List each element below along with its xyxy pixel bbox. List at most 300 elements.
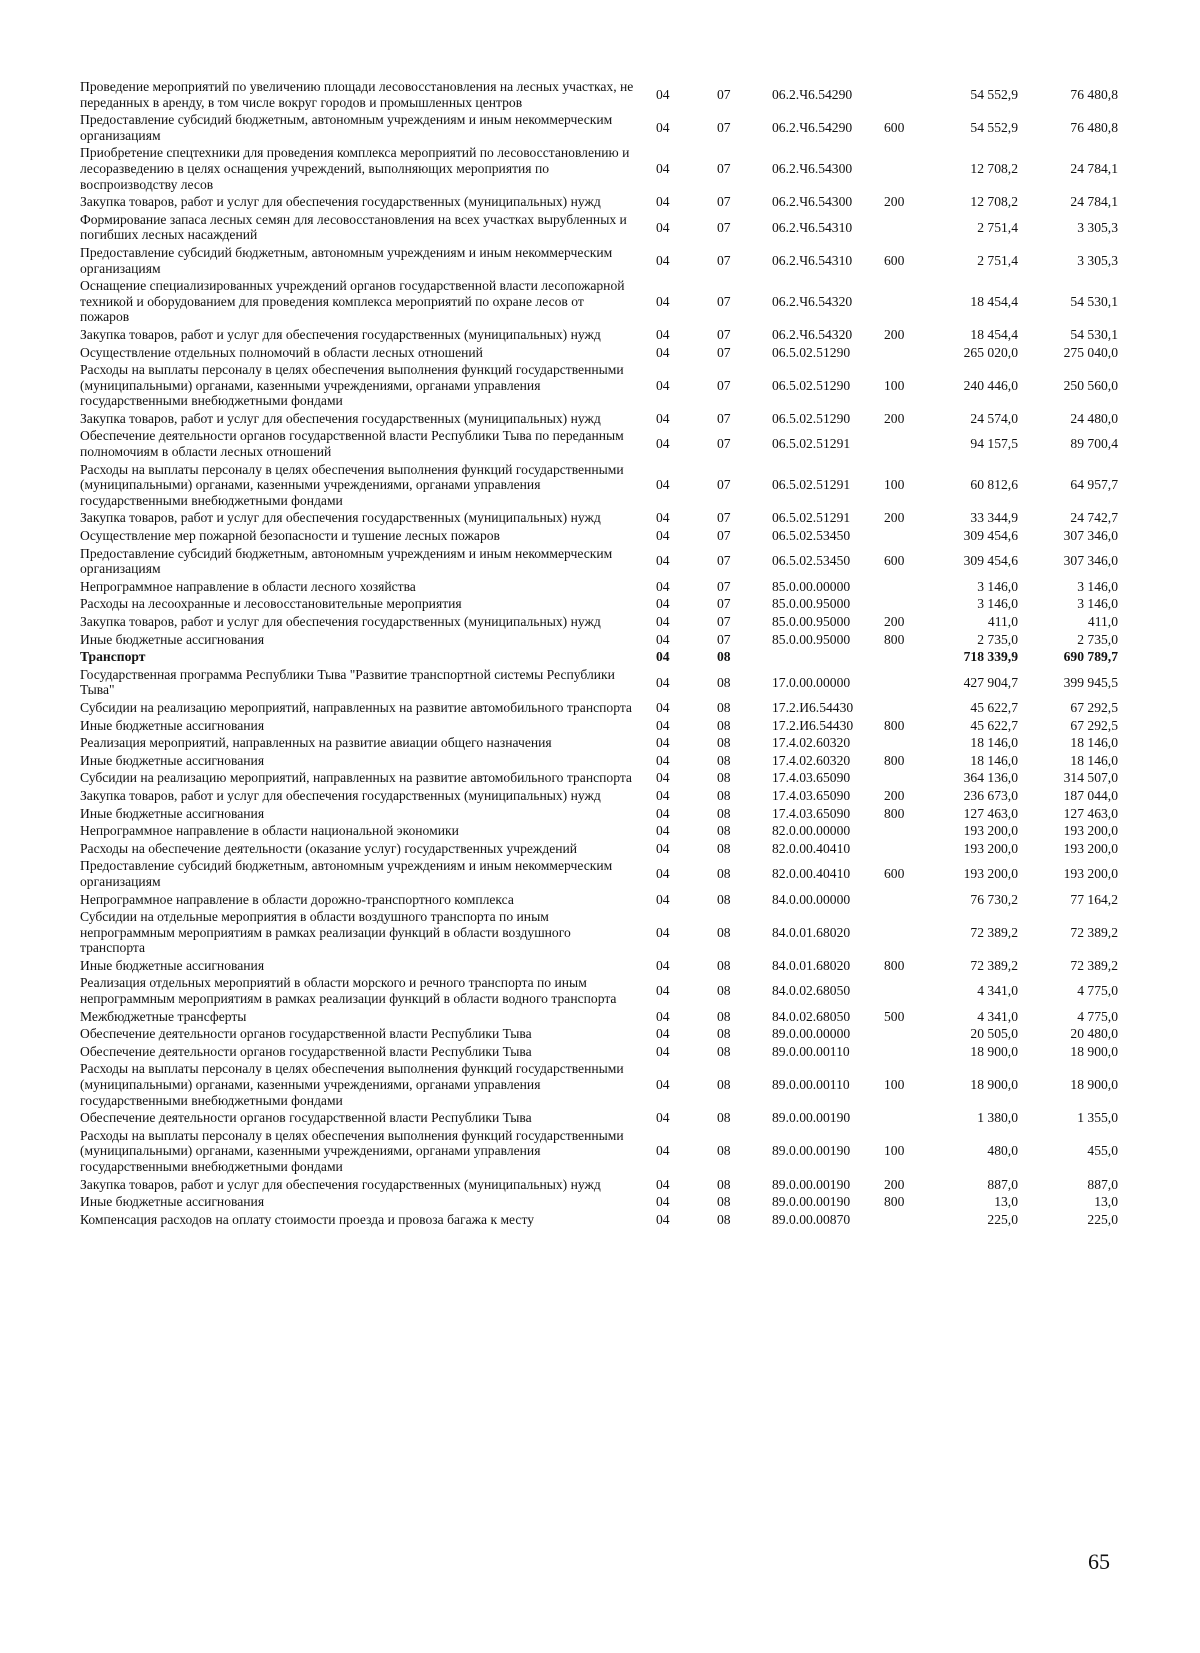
section-code: 04	[656, 1143, 670, 1159]
amount-year-2: 193 200,0	[1063, 866, 1118, 882]
section-code: 04	[656, 1043, 670, 1059]
amount-year-1: 193 200,0	[963, 866, 1018, 882]
target-article-code: 06.2.Ч6.54290	[772, 119, 853, 135]
subsection-code: 08	[717, 770, 731, 786]
target-article-code: 85.0.00.95000	[772, 596, 851, 612]
expense-type-code: 200	[884, 614, 905, 629]
table-row	[80, 144, 1120, 193]
subsection-code: 08	[717, 823, 731, 839]
row-name: Реализация отдельных мероприятий в области морского и речного транспорта по иным непрограммным мероприятиям в рамках реализации функций в области водного транспорта	[80, 975, 617, 1007]
amount-year-1: 127 463,0	[963, 805, 1018, 821]
section-code: 04	[656, 326, 670, 342]
row-name: Осуществление мер пожарной безопасности и тушение лесных пожаров	[80, 528, 500, 544]
table-row	[80, 648, 1120, 666]
expense-type-code: 500	[884, 1008, 905, 1024]
section-code: 04	[656, 674, 670, 690]
row-name: Субсидии на реализацию мероприятий, направленных на развитие автомобильного транспорта	[80, 699, 632, 715]
target-article-code: 89.0.00.00870	[772, 1211, 851, 1227]
section-code: 04	[656, 553, 670, 569]
row-name: Расходы на выплаты персоналу в целях обеспечения выполнения функций государственными (муниципальными) органами, казенными учреждениями, органами управления государственными внебюджетными фондами	[80, 362, 624, 409]
expense-type-code: 800	[884, 957, 905, 973]
amount-year-2: 76 480,8	[1070, 119, 1118, 135]
row-name: Государственная программа Республики Тыва "Развитие транспортной системы Республики Тыва"	[80, 666, 615, 698]
target-article-code: 06.2.Ч6.54300	[772, 194, 853, 210]
amount-year-2: 887,0	[1087, 1176, 1118, 1192]
amount-year-1: 1 380,0	[977, 1110, 1018, 1126]
target-article-code: 17.0.00.00000	[772, 674, 851, 690]
subsection-code: 08	[717, 1143, 731, 1159]
subsection-code: 08	[717, 1077, 731, 1093]
subsection-code: 08	[717, 1008, 731, 1024]
expense-type-code: 600	[884, 252, 905, 268]
amount-year-1: 265 020,0	[963, 344, 1018, 360]
table-row	[80, 427, 1120, 460]
table-row	[80, 769, 1120, 787]
amount-year-1: 887,0	[987, 1176, 1018, 1192]
expense-type-code: 800	[884, 805, 905, 821]
table-row	[80, 957, 1120, 975]
amount-year-1: 718 339,9	[963, 649, 1018, 665]
target-article-code: 06.2.Ч6.54320	[772, 293, 853, 309]
subsection-code: 08	[717, 674, 731, 690]
subsection-code: 07	[717, 344, 731, 360]
target-article-code: 84.0.01.68020	[772, 957, 851, 973]
subsection-code: 08	[717, 1211, 731, 1227]
section-code: 04	[656, 1211, 670, 1227]
target-article-code: 84.0.02.68050	[772, 1008, 851, 1024]
expense-type-code	[870, 840, 930, 858]
row-name: Закупка товаров, работ и услуг для обеспечения государственных (муниципальных) нужд	[80, 614, 601, 629]
subsection-code: 07	[717, 631, 731, 647]
row-name: Реализация мероприятий, направленных на развитие авиации общего назначения	[80, 735, 552, 751]
row-name: Предоставление субсидий бюджетным, автономным учреждениям и иным некоммерческим организациям	[80, 244, 613, 276]
table-row	[80, 891, 1120, 909]
subsection-code: 08	[717, 1110, 731, 1126]
subsection-code: 07	[717, 596, 731, 612]
amount-year-1: 45 622,7	[970, 717, 1018, 733]
row-name: Закупка товаров, работ и услуг для обеспечения государственных (муниципальных) нужд	[80, 787, 601, 803]
amount-year-2: 127 463,0	[1063, 805, 1118, 821]
section-code: 04	[656, 823, 670, 839]
amount-year-2: 193 200,0	[1063, 823, 1118, 839]
subsection-code: 07	[717, 219, 731, 235]
row-name: Расходы на лесоохранные и лесовосстановительные мероприятия	[80, 596, 462, 612]
table-row	[80, 613, 1120, 631]
amount-year-2: 76 480,8	[1070, 86, 1118, 102]
amount-year-2: 18 146,0	[1070, 735, 1118, 751]
amount-year-2: 2 735,0	[1077, 631, 1118, 647]
table-row	[80, 211, 1120, 244]
expense-type-code	[870, 1211, 930, 1229]
subsection-code: 07	[717, 377, 731, 393]
subsection-code: 07	[717, 252, 731, 268]
amount-year-2: 275 040,0	[1063, 344, 1118, 360]
row-name: Иные бюджетные ассигнования	[80, 805, 265, 821]
table-row	[80, 111, 1120, 144]
amount-year-2: 24 742,7	[1070, 510, 1118, 526]
amount-year-1: 18 454,4	[970, 326, 1018, 342]
amount-year-2: 3 305,3	[1077, 219, 1118, 235]
amount-year-2: 54 530,1	[1070, 326, 1118, 342]
amount-year-1: 12 708,2	[970, 160, 1018, 176]
amount-year-2: 250 560,0	[1063, 377, 1118, 393]
amount-year-2: 24 784,1	[1070, 160, 1118, 176]
table-row	[80, 1127, 1120, 1176]
subsection-code: 07	[717, 119, 731, 135]
table-row	[80, 527, 1120, 545]
target-article-code: 89.0.00.00190	[772, 1143, 851, 1159]
target-article-code: 89.0.00.00110	[772, 1077, 850, 1093]
expense-type-code	[870, 1109, 930, 1127]
subsection-code: 07	[717, 436, 731, 452]
target-article-code: 82.0.00.40410	[772, 866, 851, 882]
amount-year-1: 309 454,6	[963, 553, 1018, 569]
target-article-code: 17.2.И6.54430	[772, 699, 854, 715]
section-code: 04	[656, 119, 670, 135]
subsection-code: 07	[717, 614, 731, 629]
table-row	[80, 666, 1120, 699]
target-article-code: 06.5.02.51291	[772, 510, 851, 526]
expense-type-code	[870, 1025, 930, 1043]
section-code: 04	[656, 344, 670, 360]
row-name: Иные бюджетные ассигнования	[80, 752, 265, 768]
subsection-code: 07	[717, 528, 731, 544]
subsection-code: 08	[717, 649, 731, 665]
table-row	[80, 545, 1120, 578]
expense-type-code: 100	[884, 377, 905, 393]
section-code: 04	[656, 866, 670, 882]
expense-type-code: 100	[884, 477, 905, 493]
target-article-code: 89.0.00.00190	[772, 1110, 851, 1126]
amount-year-1: 94 157,5	[970, 436, 1018, 452]
table-row	[80, 410, 1120, 428]
section-code: 04	[656, 699, 670, 715]
section-code: 04	[656, 1077, 670, 1093]
subsection-code: 08	[717, 1026, 731, 1042]
amount-year-1: 18 146,0	[970, 735, 1018, 751]
amount-year-1: 3 146,0	[977, 578, 1018, 594]
target-article-code: 85.0.00.00000	[772, 578, 851, 594]
row-name: Непрограммное направление в области национальной экономики	[80, 823, 459, 839]
section-code: 04	[656, 752, 670, 768]
amount-year-2: 18 900,0	[1070, 1077, 1118, 1093]
section-code: 04	[656, 649, 670, 665]
expense-type-code	[870, 822, 930, 840]
table-row	[80, 974, 1120, 1007]
subsection-code: 08	[717, 866, 731, 882]
amount-year-1: 427 904,7	[963, 674, 1018, 690]
subsection-code: 07	[717, 410, 731, 426]
section-code: 04	[656, 477, 670, 493]
amount-year-1: 240 446,0	[963, 377, 1018, 393]
section-code: 04	[656, 377, 670, 393]
section-code: 04	[656, 219, 670, 235]
table-row	[80, 1211, 1120, 1229]
table-row	[80, 631, 1120, 649]
subsection-code: 07	[717, 194, 731, 210]
row-name: Обеспечение деятельности органов государственной власти Республики Тыва	[80, 1110, 532, 1126]
amount-year-2: 187 044,0	[1063, 787, 1118, 803]
expense-type-code	[870, 427, 930, 460]
row-name: Закупка товаров, работ и услуг для обеспечения государственных (муниципальных) нужд	[80, 194, 601, 210]
row-name: Закупка товаров, работ и услуг для обеспечения государственных (муниципальных) нужд	[80, 510, 601, 526]
target-article-code: 89.0.00.00000	[772, 1026, 851, 1042]
expense-type-code	[870, 595, 930, 613]
row-name: Иные бюджетные ассигнования	[80, 1194, 265, 1210]
row-name: Закупка товаров, работ и услуг для обеспечения государственных (муниципальных) нужд	[80, 326, 601, 342]
amount-year-1: 236 673,0	[963, 787, 1018, 803]
expense-type-code: 200	[884, 1176, 905, 1192]
amount-year-1: 13,0	[994, 1194, 1018, 1210]
amount-year-1: 20 505,0	[970, 1026, 1018, 1042]
amount-year-2: 64 957,7	[1070, 477, 1118, 493]
table-row	[80, 699, 1120, 717]
amount-year-2: 193 200,0	[1063, 840, 1118, 856]
amount-year-1: 72 389,2	[970, 957, 1018, 973]
expense-type-code: 200	[884, 510, 905, 526]
amount-year-2: 455,0	[1087, 1143, 1118, 1159]
expense-type-code	[870, 666, 930, 699]
amount-year-2: 411,0	[1087, 614, 1118, 629]
expense-type-code	[870, 78, 930, 111]
expense-type-code: 600	[884, 866, 905, 882]
section-code: 04	[656, 735, 670, 751]
subsection-code: 08	[717, 1176, 731, 1192]
subsection-code: 08	[717, 752, 731, 768]
row-name: Непрограммное направление в области дорожно-транспортного комплекса	[80, 891, 514, 907]
table-row	[80, 1109, 1120, 1127]
target-article-code: 06.5.02.51291	[772, 477, 851, 493]
table-row	[80, 244, 1120, 277]
section-code: 04	[656, 983, 670, 999]
amount-year-2: 399 945,5	[1063, 674, 1118, 690]
section-code: 04	[656, 770, 670, 786]
target-article-code: 06.2.Ч6.54310	[772, 219, 853, 235]
expense-type-code	[870, 144, 930, 193]
amount-year-1: 54 552,9	[970, 86, 1018, 102]
table-row	[80, 840, 1120, 858]
amount-year-2: 1 355,0	[1077, 1110, 1118, 1126]
expense-type-code	[870, 734, 930, 752]
expense-type-code	[870, 769, 930, 787]
section-code: 04	[656, 957, 670, 973]
row-name: Иные бюджетные ассигнования	[80, 957, 265, 973]
target-article-code: 82.0.00.00000	[772, 823, 851, 839]
target-article-code: 89.0.00.00190	[772, 1176, 851, 1192]
table-row	[80, 344, 1120, 362]
row-name: Субсидии на отдельные мероприятия в области воздушного транспорта по иным непрограммным мероприятиям в рамках реализации функций в области воздушного транспорта	[80, 909, 571, 956]
amount-year-1: 18 900,0	[970, 1077, 1018, 1093]
table-row	[80, 908, 1120, 957]
subsection-code: 08	[717, 957, 731, 973]
amount-year-1: 60 812,6	[970, 477, 1018, 493]
target-article-code: 17.4.02.60320	[772, 735, 851, 751]
amount-year-1: 24 574,0	[970, 410, 1018, 426]
expense-type-code	[870, 211, 930, 244]
section-code: 04	[656, 1176, 670, 1192]
amount-year-2: 67 292,5	[1070, 699, 1118, 715]
table-row	[80, 1176, 1120, 1194]
row-name: Осуществление отдельных полномочий в области лесных отношений	[80, 344, 483, 360]
row-name: Приобретение спецтехники для проведения комплекса мероприятий по лесовосстановлению и лесоразведению в целях оснащения учреждений, выполняющих мероприятия по воспроизводству лесов	[80, 145, 630, 192]
section-code: 04	[656, 410, 670, 426]
amount-year-1: 18 146,0	[970, 752, 1018, 768]
expense-type-code	[870, 891, 930, 909]
target-article-code: 84.0.02.68050	[772, 983, 851, 999]
subsection-code: 07	[717, 578, 731, 594]
row-name: Формирование запаса лесных семян для лесовосстановления на всех участках вырубленных и погибших лесных насаждений	[80, 211, 627, 243]
subsection-code: 08	[717, 924, 731, 940]
row-name: Предоставление субсидий бюджетным, автономным учреждениям и иным некоммерческим организациям	[80, 858, 613, 889]
row-name: Иные бюджетные ассигнования	[80, 717, 265, 733]
amount-year-1: 193 200,0	[963, 823, 1018, 839]
section-code: 04	[656, 1194, 670, 1210]
expense-type-code	[870, 344, 930, 362]
section-code: 04	[656, 510, 670, 526]
expense-type-code: 200	[884, 326, 905, 342]
row-name: Оснащение специализированных учреждений органов государственной власти лесопожарной техникой и оборудованием для проведения комплекса мероприятий по охране лесов от пожаров	[80, 278, 625, 325]
amount-year-2: 89 700,4	[1070, 436, 1118, 452]
amount-year-2: 13,0	[1094, 1194, 1118, 1210]
page-number: 65	[1088, 1549, 1110, 1574]
subsection-code: 08	[717, 699, 731, 715]
target-article-code: 17.4.03.65090	[772, 805, 851, 821]
table-row	[80, 734, 1120, 752]
amount-year-1: 76 730,2	[970, 891, 1018, 907]
table-row	[80, 595, 1120, 613]
subsection-code: 08	[717, 787, 731, 803]
amount-year-2: 18 146,0	[1070, 752, 1118, 768]
target-article-code: 06.5.02.53450	[772, 528, 851, 544]
row-name: Межбюджетные трансферты	[80, 1008, 247, 1024]
table-row	[80, 509, 1120, 527]
amount-year-1: 72 389,2	[970, 924, 1018, 940]
table-row	[80, 578, 1120, 596]
section-code: 04	[656, 1110, 670, 1126]
row-name: Иные бюджетные ассигнования	[80, 631, 265, 647]
target-article-code: 89.0.00.00110	[772, 1043, 850, 1059]
amount-year-1: 18 454,4	[970, 293, 1018, 309]
table-row	[80, 1060, 1120, 1109]
amount-year-1: 45 622,7	[970, 699, 1018, 715]
table-row	[80, 805, 1120, 823]
expense-type-code: 800	[884, 717, 905, 733]
table-row	[80, 193, 1120, 211]
table-body	[80, 78, 1120, 1228]
section-code: 04	[656, 787, 670, 803]
amount-year-2: 54 530,1	[1070, 293, 1118, 309]
amount-year-2: 24 784,1	[1070, 194, 1118, 210]
table-row	[80, 78, 1120, 111]
amount-year-1: 12 708,2	[970, 194, 1018, 210]
row-name: Обеспечение деятельности органов государственной власти Республики Тыва	[80, 1043, 532, 1059]
subsection-code: 08	[717, 983, 731, 999]
subsection-code: 08	[717, 891, 731, 907]
expense-type-code	[870, 648, 930, 666]
target-article-code: 85.0.00.95000	[772, 614, 851, 629]
expense-type-code: 600	[884, 119, 905, 135]
amount-year-1: 2 751,4	[977, 252, 1018, 268]
row-name: Компенсация расходов на оплату стоимости проезда и провоза багажа к месту	[80, 1211, 535, 1227]
target-article-code: 06.5.02.53450	[772, 553, 851, 569]
expense-type-code: 100	[884, 1077, 905, 1093]
expense-type-code	[870, 277, 930, 326]
target-article-code: 06.2.Ч6.54320	[772, 326, 853, 342]
section-code: 04	[656, 717, 670, 733]
amount-year-1: 364 136,0	[963, 770, 1018, 786]
amount-year-1: 309 454,6	[963, 528, 1018, 544]
table-row	[80, 857, 1120, 890]
table-row	[80, 822, 1120, 840]
target-article-code: 89.0.00.00190	[772, 1194, 851, 1210]
expense-type-code	[870, 578, 930, 596]
table-row	[80, 361, 1120, 410]
row-name: Закупка товаров, работ и услуг для обеспечения государственных (муниципальных) нужд	[80, 1176, 601, 1192]
expense-type-code	[870, 908, 930, 957]
subsection-code: 08	[717, 717, 731, 733]
subsection-code: 08	[717, 840, 731, 856]
row-name: Обеспечение деятельности органов государственной власти Республики Тыва по переданным полномочиям в области лесных отношений	[80, 428, 624, 460]
section-code: 04	[656, 631, 670, 647]
expense-type-code	[870, 974, 930, 1007]
subsection-code: 08	[717, 1043, 731, 1059]
amount-year-2: 4 775,0	[1077, 1008, 1118, 1024]
expense-type-code	[870, 527, 930, 545]
section-code: 04	[656, 194, 670, 210]
target-article-code: 17.4.02.60320	[772, 752, 851, 768]
target-article-code: 84.0.01.68020	[772, 924, 851, 940]
target-article-code: 17.2.И6.54430	[772, 717, 854, 733]
amount-year-1: 33 344,9	[970, 510, 1018, 526]
amount-year-2: 24 480,0	[1070, 410, 1118, 426]
target-article-code: 85.0.00.95000	[772, 631, 851, 647]
expense-type-code: 800	[884, 752, 905, 768]
amount-year-1: 4 341,0	[977, 1008, 1018, 1024]
table-row	[80, 277, 1120, 326]
subsection-code: 07	[717, 477, 731, 493]
target-article-code: 06.5.02.51290	[772, 344, 851, 360]
table-row	[80, 787, 1120, 805]
target-article-code: 06.5.02.51290	[772, 410, 851, 426]
row-name: Транспорт	[80, 649, 146, 665]
amount-year-2: 3 305,3	[1077, 252, 1118, 268]
section-code: 04	[656, 1026, 670, 1042]
table-row	[80, 1025, 1120, 1043]
amount-year-2: 77 164,2	[1070, 891, 1118, 907]
subsection-code: 08	[717, 805, 731, 821]
amount-year-1: 2 751,4	[977, 219, 1018, 235]
amount-year-2: 4 775,0	[1077, 983, 1118, 999]
table-row	[80, 752, 1120, 770]
amount-year-1: 18 900,0	[970, 1043, 1018, 1059]
expense-type-code: 600	[884, 553, 905, 569]
row-name: Расходы на выплаты персоналу в целях обеспечения выполнения функций государственными (муниципальными) органами, казенными учреждениями, органами управления государственными внебюджетными фондами	[80, 1127, 624, 1174]
section-code: 04	[656, 1008, 670, 1024]
amount-year-1: 3 146,0	[977, 596, 1018, 612]
section-code: 04	[656, 805, 670, 821]
amount-year-2: 67 292,5	[1070, 717, 1118, 733]
target-article-code: 06.2.Ч6.54310	[772, 252, 853, 268]
amount-year-2: 18 900,0	[1070, 1043, 1118, 1059]
amount-year-2: 307 346,0	[1063, 553, 1118, 569]
row-name: Расходы на обеспечение деятельности (оказание услуг) государственных учреждений	[80, 840, 578, 856]
row-name: Непрограммное направление в области лесного хозяйства	[80, 578, 416, 594]
subsection-code: 07	[717, 326, 731, 342]
row-name: Расходы на выплаты персоналу в целях обеспечения выполнения функций государственными (муниципальными) органами, казенными учреждениями, органами управления государственными внебюджетными фондами	[80, 1061, 624, 1108]
section-code: 04	[656, 840, 670, 856]
section-code: 04	[656, 924, 670, 940]
table-row	[80, 326, 1120, 344]
